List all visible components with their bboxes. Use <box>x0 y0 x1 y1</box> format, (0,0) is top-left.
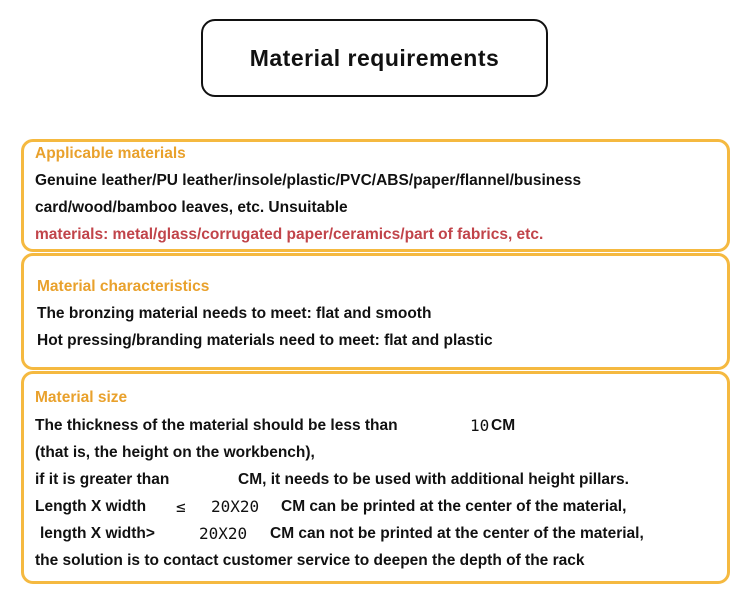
size-line-5b: CM can not be printed at the center of the material, <box>270 525 644 542</box>
page-title: Material requirements <box>249 44 500 71</box>
characteristics-line-2: Hot pressing/branding materials need to meet: flat and plastic <box>37 332 493 349</box>
size-line-4-symbol: ≤ <box>176 497 186 516</box>
size-line-6: the solution is to contact customer service to deepen the depth of the rack <box>35 552 585 569</box>
applicable-line-1: Genuine leather/PU leather/insole/plastic/PVC/ABS/paper/flannel/business <box>35 172 582 189</box>
size-line-2: (that is, the height on the workbench), <box>35 444 315 461</box>
material-size-heading: Material size <box>35 389 128 406</box>
unsuitable-materials-line: materials: metal/glass/corrugated paper/ceramics/part of fabrics, etc. <box>35 226 544 243</box>
size-line-3b: CM, it needs to be used with additional height pillars. <box>238 471 629 488</box>
size-line-4-value: 20X20 <box>211 497 260 516</box>
size-line-4a: Length X width <box>35 498 147 515</box>
title-box <box>201 19 548 97</box>
size-line-5a: length X width> <box>40 525 155 542</box>
size-line-5-value: 20X20 <box>199 524 248 543</box>
characteristics-line-1: The bronzing material needs to meet: flat and smooth <box>37 305 432 322</box>
applicable-materials-heading: Applicable materials <box>35 145 186 162</box>
material-characteristics-heading: Material characteristics <box>37 278 210 295</box>
size-line-4b: CM can be printed at the center of the material, <box>281 498 627 515</box>
applicable-line-2: card/wood/bamboo leaves, etc. Unsuitable <box>35 199 348 216</box>
thickness-unit: CM <box>491 417 516 434</box>
size-line-3a: if it is greater than <box>35 471 170 488</box>
thickness-text: The thickness of the material should be less than <box>35 417 398 434</box>
thickness-value: 10 <box>470 416 490 435</box>
